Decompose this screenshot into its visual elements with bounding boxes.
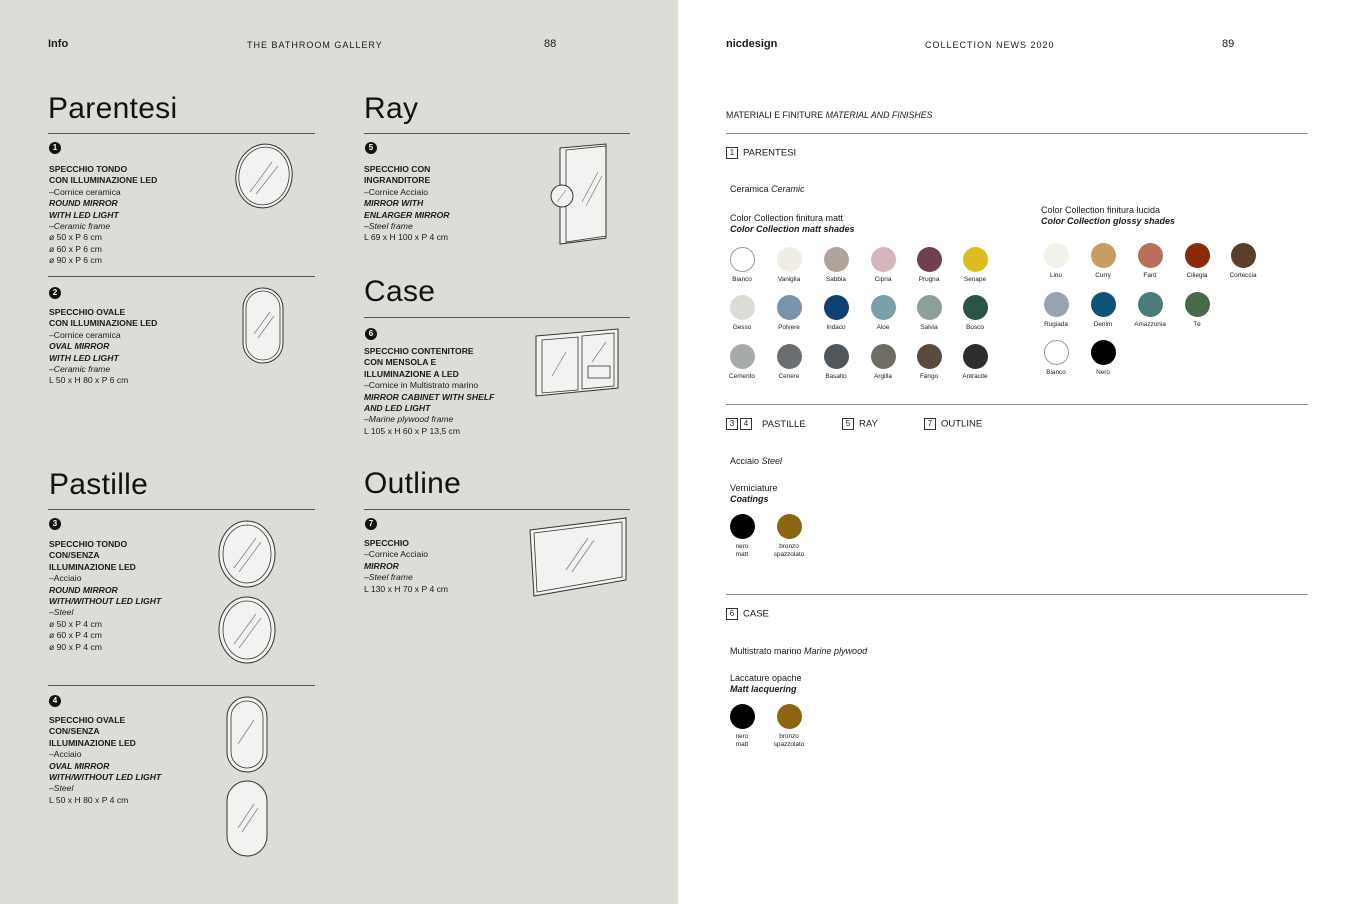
swatch[interactable]: bronzo spazzolato [759, 704, 819, 749]
divider [48, 276, 315, 277]
section-label: Info [48, 38, 69, 50]
item-number: 5 [365, 142, 377, 154]
section-outline: 7 OUTLINE [924, 418, 982, 430]
item-number: 4 [49, 695, 61, 707]
swatch[interactable]: Nero [1073, 340, 1133, 377]
coating-label: Verniciature Coatings [730, 483, 778, 504]
product-title-ray: Ray [364, 92, 419, 125]
item-number: 7 [365, 518, 377, 530]
item-description: SPECCHIO TONDO CON ILLUMINAZIONE LED –Cornice ceramica ROUND MIRROR WITH LED LIGHT –Ceramic frame ø 50 x P 6 cm ø 60 x P 6 cm ø 90 x P 6 cm [49, 164, 158, 266]
item-number: 2 [49, 287, 61, 299]
item-description: SPECCHIO CONTENITORE CON MENSOLA E ILLUMINAZIONE A LED –Cornice in Multistrato marino MIRROR CABINET WITH SHELF AND LED LIGHT –Marine plywood frame L 105 x H 60 x P 13,5 cm [364, 346, 495, 436]
divider [726, 594, 1308, 595]
item-description: SPECCHIO OVALE CON/SENZA ILLUMINAZIONE LED –Acciaio OVAL MIRROR WITH/WITHOUT LED LIGHT –Steel L 50 x H 80 x P 4 cm [49, 715, 162, 805]
swatch[interactable]: Fango [899, 344, 959, 381]
ray-mirror-illustration [548, 142, 612, 246]
swatch[interactable]: Indaco [806, 295, 866, 332]
material-label: Acciaio Steel [730, 456, 783, 466]
divider [726, 404, 1308, 405]
case-cabinet-illustration [530, 326, 624, 400]
item-number: 3 [49, 518, 61, 530]
material-label: Ceramica Ceramic [730, 184, 805, 194]
section-pastille-ray-outline: 3 4 PASTILLE [726, 418, 806, 430]
swatch[interactable]: bronzo spazzolato [759, 514, 819, 559]
swatch[interactable]: Ciliegia [1167, 243, 1227, 280]
swatch[interactable]: Polvere [759, 295, 819, 332]
matt-collection-label: Color Collection finitura matt Color Collection matt shades [730, 213, 855, 234]
swatch[interactable]: nero matt [712, 514, 772, 559]
page-header-title: COLLECTION NEWS 2020 [925, 40, 1055, 50]
swatch[interactable]: Cipria [853, 247, 913, 284]
pastille-round-mirrors-illustration [214, 518, 280, 666]
swatch[interactable]: Corteccia [1213, 243, 1273, 280]
product-title-parentesi: Parentesi [48, 92, 178, 125]
swatch[interactable]: Curry [1073, 243, 1133, 280]
product-title-case: Case [364, 275, 436, 308]
swatch[interactable]: Bianco [1026, 340, 1086, 377]
outline-mirror-illustration [526, 514, 630, 600]
swatch[interactable]: Aloe [853, 295, 913, 332]
item-number: 1 [49, 142, 61, 154]
product-title-outline: Outline [364, 467, 462, 500]
material-label: Multistrato marino Marine plywood [730, 646, 868, 656]
round-mirror-illustration [232, 142, 296, 210]
glossy-collection-label: Color Collection finitura lucida Color Collection glossy shades [1041, 205, 1176, 226]
swatch[interactable]: Tè [1167, 292, 1227, 329]
product-title-pastille: Pastille [49, 468, 149, 501]
swatch[interactable]: Amazzonia [1120, 292, 1180, 329]
swatch[interactable]: Lino [1026, 243, 1086, 280]
item-description: SPECCHIO –Cornice Acciaio MIRROR –Steel frame L 130 x H 70 x P 4 cm [364, 538, 449, 594]
right-page [678, 0, 1356, 904]
brand-label: nicdesign [726, 38, 778, 50]
swatch[interactable]: Vaniglia [759, 247, 819, 284]
divider [364, 509, 630, 510]
swatch[interactable]: Cenere [759, 344, 819, 381]
page-number: 88 [544, 38, 557, 50]
swatch[interactable]: Senape [945, 247, 1005, 284]
section-ray: 5 RAY [842, 418, 878, 430]
swatch[interactable]: nero matt [712, 704, 772, 749]
item-description: SPECCHIO CON INGRANDITORE –Cornice Acciaio MIRROR WITH ENLARGER MIRROR –Steel frame L 69 x H 100 x P 4 cm [364, 164, 450, 243]
swatch[interactable]: Basalto [806, 344, 866, 381]
divider [48, 685, 315, 686]
oval-mirror-illustration [240, 286, 288, 366]
divider [48, 509, 315, 510]
swatch[interactable]: Bosco [945, 295, 1005, 332]
swatch[interactable]: Cemento [712, 344, 772, 381]
swatch[interactable]: Rugiada [1026, 292, 1086, 329]
swatch[interactable]: Gesso [712, 295, 772, 332]
swatch[interactable]: Argilla [853, 344, 913, 381]
swatch[interactable]: Salvia [899, 295, 959, 332]
swatch[interactable]: Denim [1073, 292, 1133, 329]
swatch[interactable]: Antracite [945, 344, 1005, 381]
item-description: SPECCHIO TONDO CON/SENZA ILLUMINAZIONE LED –Acciaio ROUND MIRROR WITH/WITHOUT LED LIGHT –Steel ø 50 x P 4 cm ø 60 x P 4 cm ø 90 x P 4 cm [49, 539, 162, 652]
divider [48, 133, 315, 134]
pastille-oval-mirrors-illustration [222, 694, 274, 860]
divider [726, 133, 1308, 134]
swatch[interactable]: Fard [1120, 243, 1180, 280]
section-case: 6 CASE [726, 608, 769, 620]
item-description: SPECCHIO OVALE CON ILLUMINAZIONE LED –Cornice ceramica OVAL MIRROR WITH LED LIGHT –Ceramic frame L 50 x H 80 x P 6 cm [49, 307, 158, 386]
divider [364, 317, 630, 318]
divider [364, 133, 630, 134]
page-number: 89 [1222, 38, 1235, 50]
swatch[interactable]: Bianco [712, 247, 772, 284]
materials-heading: MATERIALI E FINITURE MATERIAL AND FINISHES [726, 110, 933, 120]
lacquer-label: Laccature opache Matt lacquering [730, 673, 802, 694]
swatch[interactable]: Prugna [899, 247, 959, 284]
swatch[interactable]: Sabbia [806, 247, 866, 284]
section-parentesi: 1 PARENTESI [726, 147, 796, 159]
item-number: 6 [365, 328, 377, 340]
page-header-title: THE BATHROOM GALLERY [247, 40, 383, 50]
